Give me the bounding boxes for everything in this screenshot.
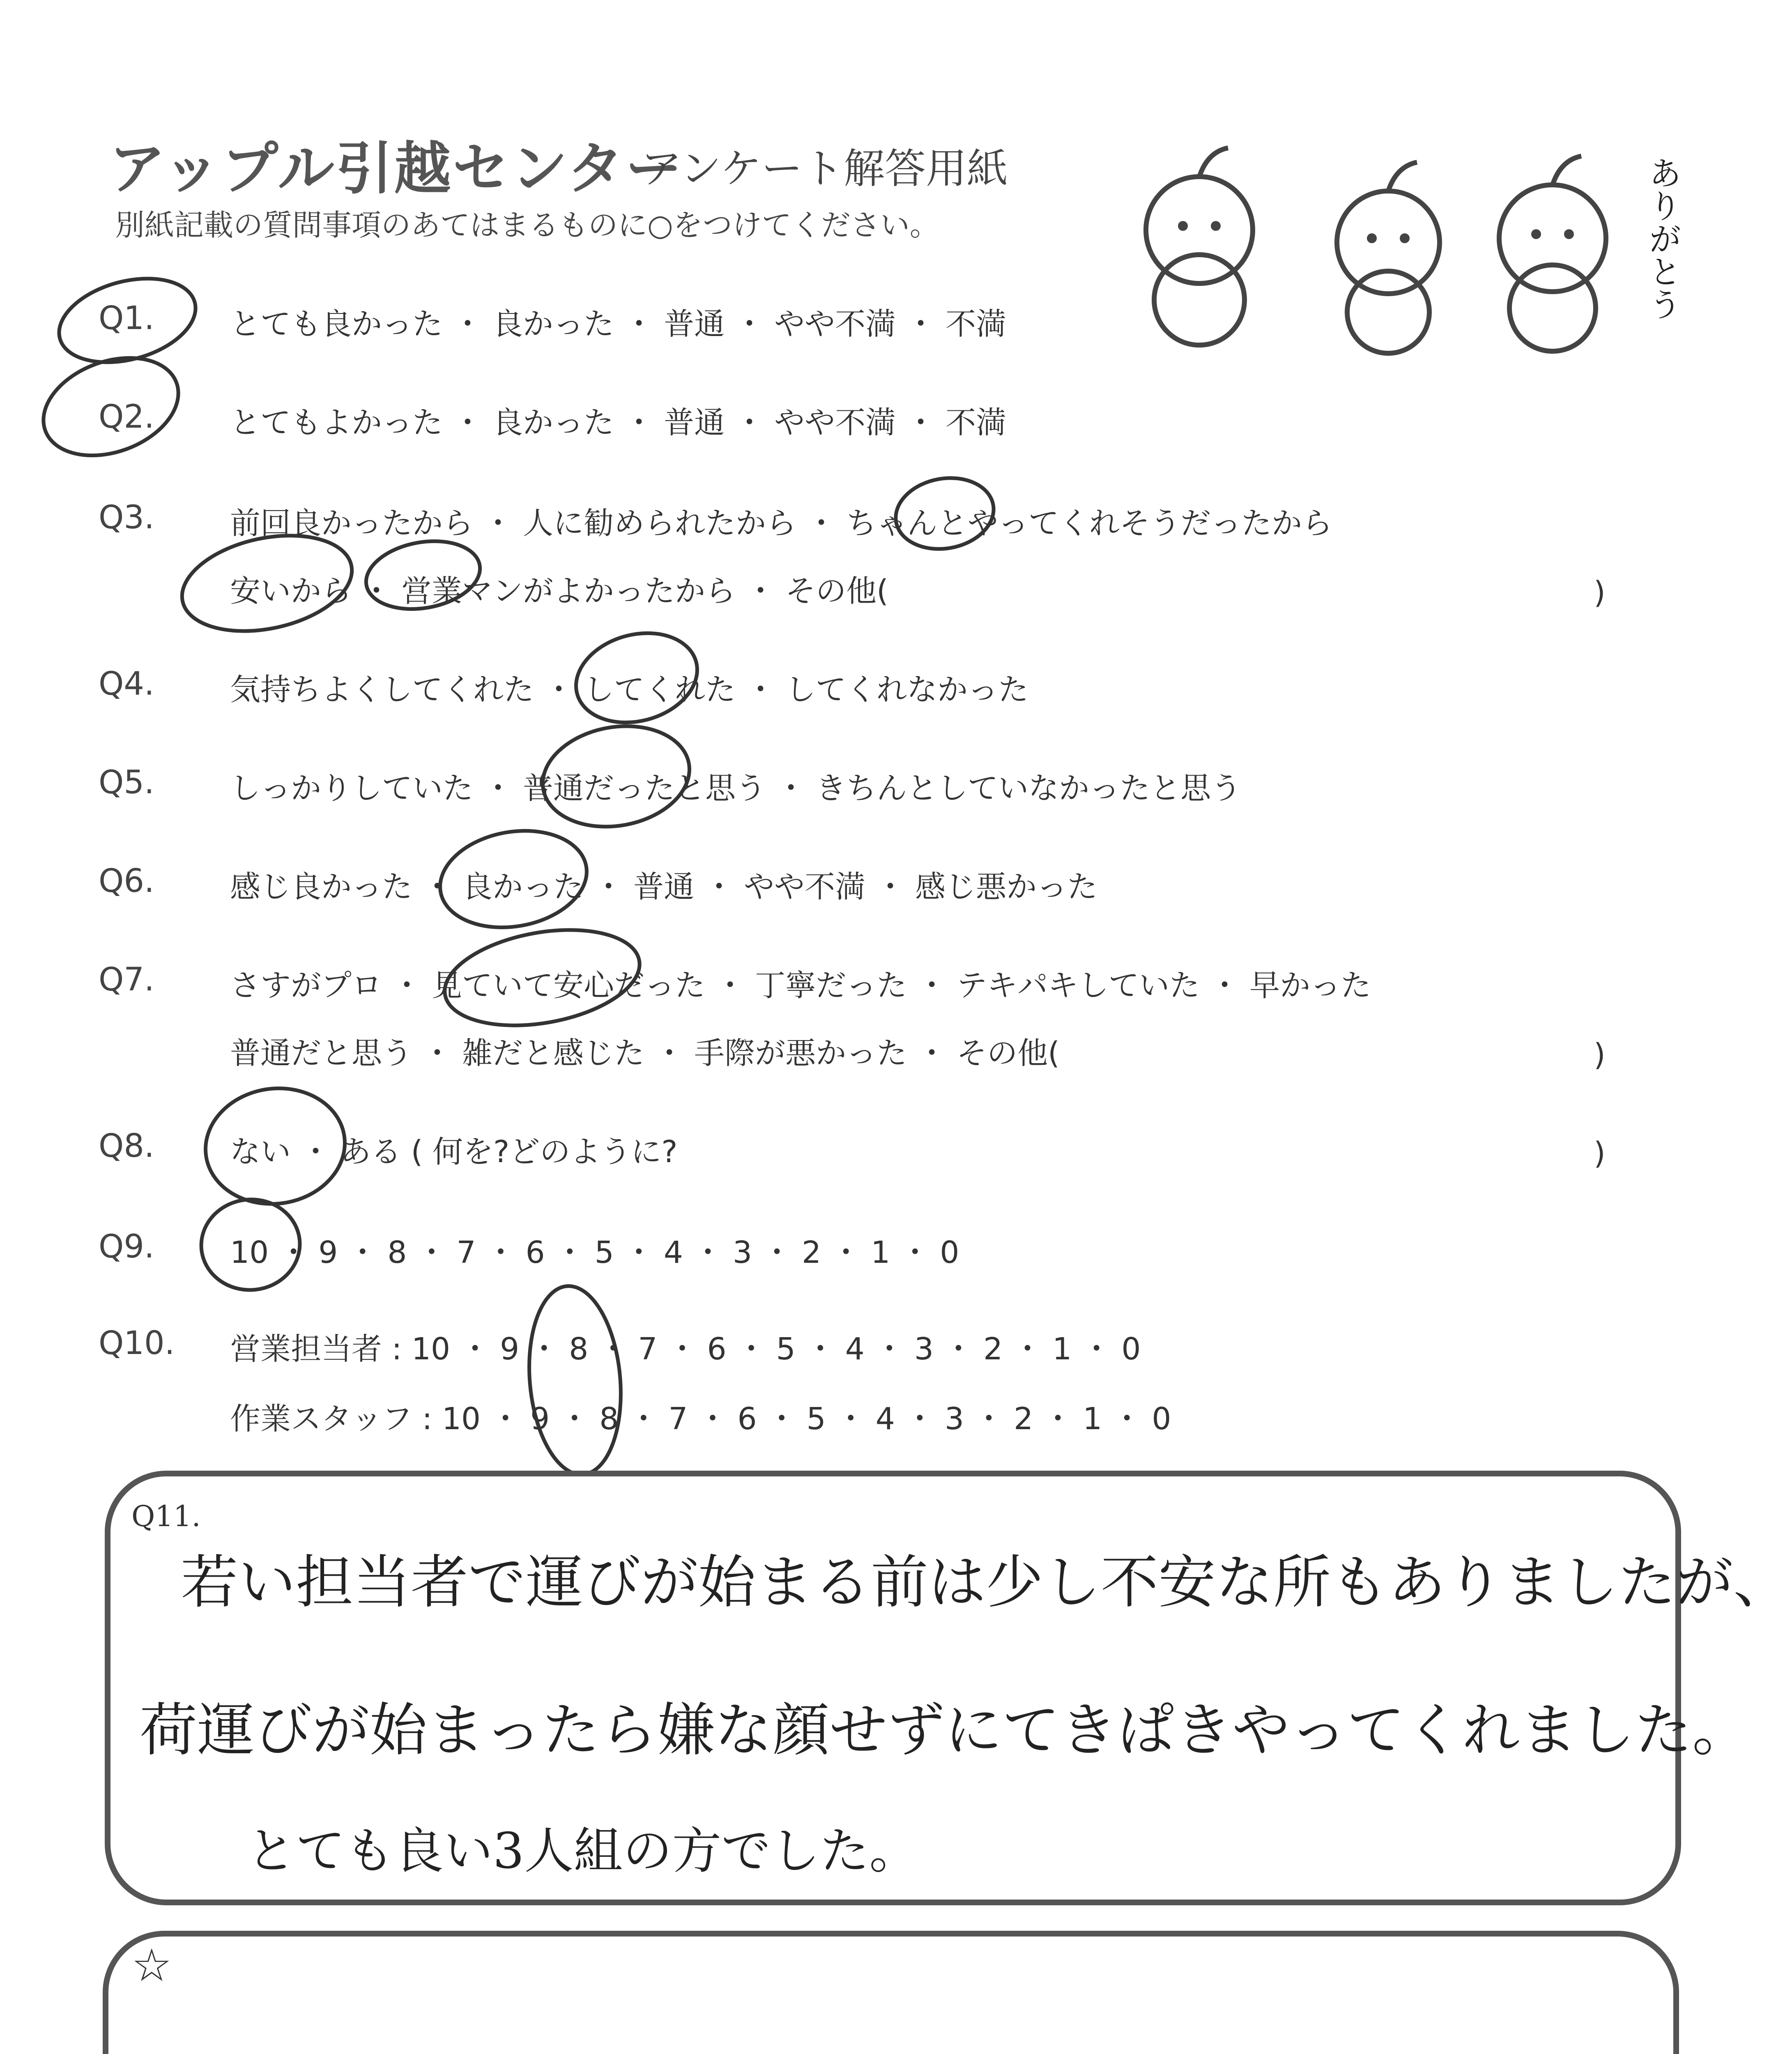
q1-label: Q1. <box>99 300 154 337</box>
q7-label: Q7. <box>99 961 154 998</box>
q8-options: ない ・ ある ( 何を?どのように? <box>230 1134 678 1170</box>
q2-label: Q2. <box>99 398 154 435</box>
q4-options: 気持ちよくしてくれた ・ してくれた ・ してくれなかった <box>230 672 1029 707</box>
q3-label: Q3. <box>99 499 154 536</box>
q10-staff-scale: 作業スタッフ : 10 ・ 9 ・ 8 ・ 7 ・ 6 ・ 5 ・ 4 ・ 3 ・ 2 ・ 1 ・ 0 <box>230 1401 1171 1437</box>
mascot-thanks-text: ありがとう <box>1643 156 1682 320</box>
star-label: ☆ <box>131 1939 172 1992</box>
q11-handwritten-line2: 荷運びが始まったら嫌な顔せずにてきぱきやってくれました。 <box>140 1697 1750 1764</box>
q10-label: Q10. <box>99 1325 175 1362</box>
q8-close-paren: ) <box>1594 1136 1606 1171</box>
q7-close-paren: ) <box>1594 1037 1606 1073</box>
q11-handwritten-line3: とても良い3人組の方でした。 <box>246 1823 919 1880</box>
q3-close-paren: ) <box>1594 575 1606 610</box>
q8-label: Q8. <box>99 1128 154 1165</box>
q3-options-line2: 安いから ・ 営業マンがよかったから ・ その他( <box>230 573 888 609</box>
q6-options: 感じ良かった ・ 良かった ・ 普通 ・ やや不満 ・ 感じ悪かった <box>230 869 1098 905</box>
q9-options: 10 ・ 9 ・ 8 ・ 7 ・ 6 ・ 5 ・ 4 ・ 3 ・ 2 ・ 1 ・ 0 <box>230 1235 959 1270</box>
q7-options-line1: さすがプロ ・ 見ていて安心だった ・ 丁寧だった ・ テキパキしていた ・ 早かった <box>230 968 1371 1003</box>
q11-handwritten-line1: 若い担当者で運びが始まる前は少し不安な所もありましたが、 <box>181 1549 1791 1616</box>
q9-label: Q9. <box>99 1228 154 1265</box>
star-comment-box <box>103 1931 1679 2054</box>
q6-label: Q6. <box>99 863 154 900</box>
q7-options-line2: 普通だと思う ・ 雑だと感じた ・ 手際が悪かった ・ その他( <box>230 1036 1060 1071</box>
q1-options: とても良かった ・ 良かった ・ 普通 ・ やや不満 ・ 不満 <box>230 306 1007 342</box>
instruction-text: 別紙記載の質問事項のあてはまるものに○をつけてください。 <box>115 208 939 242</box>
q5-label: Q5. <box>99 764 154 801</box>
form-subtitle: アンケート解答用紙 <box>641 145 1008 193</box>
q5-options: しっかりしていた ・ 普通だったと思う ・ きちんとしていなかったと思う <box>230 771 1242 806</box>
company-title: アップル引越センター <box>109 136 684 202</box>
q4-label: Q4. <box>99 665 154 702</box>
q10-sales-scale: 営業担当者 : 10 ・ 9 ・ 8 ・ 7 ・ 6 ・ 5 ・ 4 ・ 3 ・ 2 ・ 1 ・ 0 <box>230 1331 1141 1367</box>
q3-options-line1: 前回良かったから ・ 人に勧められたから ・ ちゃんとやってくれそうだったから <box>230 506 1333 541</box>
q2-options: とてもよかった ・ 良かった ・ 普通 ・ やや不満 ・ 不満 <box>230 405 1007 440</box>
q11-label: Q11. <box>131 1499 201 1533</box>
